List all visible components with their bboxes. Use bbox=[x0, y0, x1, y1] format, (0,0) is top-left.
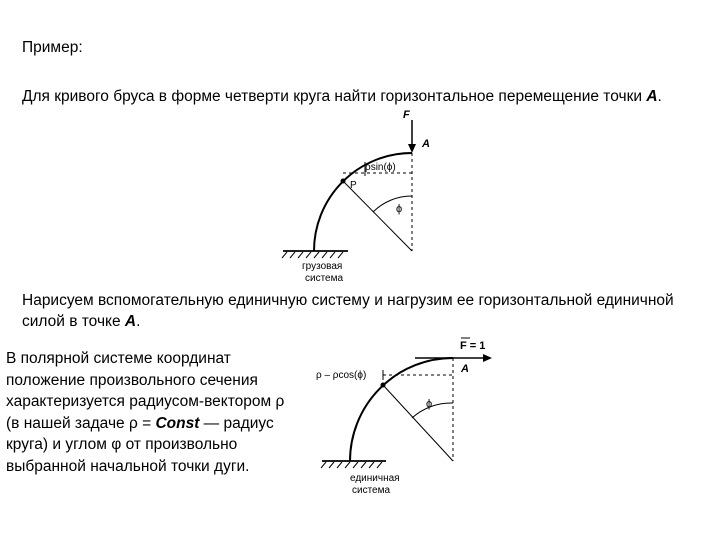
projection-label-2: ρ – ρcos(ϕ) bbox=[316, 370, 367, 381]
radius-label-1: P bbox=[350, 180, 357, 191]
problem-statement: Для кривого бруса в форме четверти круга найти горизонтальное перемещение точки A. bbox=[22, 88, 662, 105]
system-label-1a: грузовая bbox=[302, 261, 343, 272]
angle-label-1: ϕ bbox=[396, 203, 403, 215]
system-label-1b: система bbox=[305, 273, 344, 284]
section-point-2 bbox=[381, 383, 386, 388]
point-label-1: A bbox=[422, 138, 430, 150]
unit-force-label: F = 1 bbox=[460, 340, 486, 352]
angle-label-2: ϕ bbox=[426, 398, 433, 410]
angle-arc-2 bbox=[412, 403, 453, 418]
example-heading: Пример: bbox=[22, 39, 83, 56]
instruction-text: Нарисуем вспомогательную единичную систему и нагрузим ее горизонтальной единичной силой в точке A. bbox=[22, 292, 674, 330]
ground-hatch-2 bbox=[321, 462, 382, 468]
system-label-2a: единичная bbox=[350, 473, 400, 484]
projection-label-1: ρsin(ϕ) bbox=[365, 162, 396, 173]
force-label-1: F bbox=[403, 109, 410, 121]
radius-line-2 bbox=[383, 385, 453, 461]
system-label-2b: система bbox=[352, 485, 391, 496]
polar-description: В полярной системе координат положение произвольного сечения характеризуется радиусом-вектором ρ (в нашей задаче ρ = Const — радиус круга) и углом φ от произвольно выбранной начальной точки дуги. bbox=[6, 350, 285, 475]
unit-force-arrowhead bbox=[483, 354, 492, 362]
point-label-2: A bbox=[461, 363, 469, 375]
